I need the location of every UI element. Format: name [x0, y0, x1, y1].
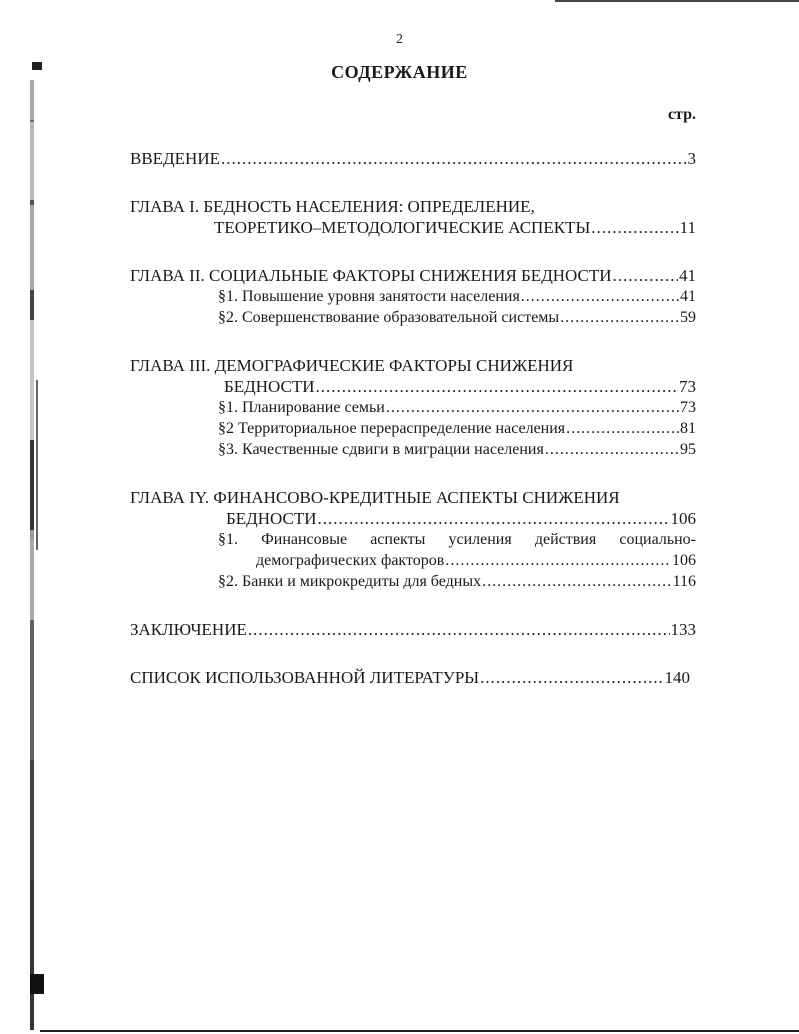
toc-section-3-1: §1. Планирование семьи ..... 73 [130, 397, 696, 418]
toc-chapter-2: ГЛАВА II. СОЦИАЛЬНЫЕ ФАКТОРЫ СНИЖЕНИЯ БЕДНОСТИ ..... 41 [130, 265, 696, 286]
table-of-contents [130, 148, 696, 688]
leader-dots [521, 286, 679, 307]
toc-entry-references: СПИСОК ИСПОЛЬЗОВАННОЙ ЛИТЕРАТУРЫ ..... 140 [130, 667, 690, 688]
leader-dots [316, 376, 678, 397]
toc-entry-title: ВВЕДЕНИЕ [130, 149, 220, 168]
leader-dots [482, 571, 672, 592]
scan-artifact-corner [30, 974, 44, 994]
leader-dots [221, 148, 687, 169]
scan-artifact-left-edge [30, 60, 34, 1030]
scan-artifact-top [555, 0, 799, 2]
toc-chapter-3-line2: БЕДНОСТИ ..... 73 [130, 376, 696, 397]
toc-section-2-2: §2. Совершенствование образовательной системы ..... 59 [130, 307, 696, 328]
toc-chapter-4-line1: ГЛАВА IY. ФИНАНСОВО-КРЕДИТНЫЕ АСПЕКТЫ СНИЖЕНИЯ [130, 488, 620, 507]
toc-chapter-3-line1: ГЛАВА III. ДЕМОГРАФИЧЕСКИЕ ФАКТОРЫ СНИЖЕНИЯ [130, 356, 574, 375]
toc-chapter-1-line1: ГЛАВА I. БЕДНОСТЬ НАСЕЛЕНИЯ: ОПРЕДЕЛЕНИЕ, [130, 197, 535, 216]
scan-artifact-left-edge-2 [36, 380, 38, 550]
page-number: 2 [396, 32, 403, 47]
leader-dots [318, 508, 670, 529]
leader-dots [560, 307, 679, 328]
leader-dots [591, 217, 678, 238]
leader-dots [386, 397, 679, 418]
toc-section-4-1-line2: демографических факторов ..... 106 [130, 550, 696, 571]
leader-dots [248, 619, 670, 640]
toc-section-2-1: §1. Повышение уровня занятости населения ..... 41 [130, 286, 696, 307]
leader-dots [566, 418, 679, 439]
toc-entry-intro [130, 148, 696, 169]
toc-chapter-4-line2: БЕДНОСТИ ..... 106 [130, 508, 696, 529]
scan-artifact-bottom [40, 1030, 799, 1032]
page-column-label: стр. [667, 106, 696, 123]
leader-dots [545, 439, 679, 460]
leader-dots [445, 550, 671, 571]
toc-section-4-1-line1: §1. Финансовые аспекты усиления действия социально- [218, 531, 696, 548]
leader-dots [613, 265, 678, 286]
toc-chapter-1-line2: ТЕОРЕТИКО–МЕТОДОЛОГИЧЕСКИЕ АСПЕКТЫ ..... 11 [130, 217, 696, 238]
toc-section-3-3: §3. Качественные сдвиги в миграции населения ..... 95 [130, 439, 696, 460]
toc-section-4-2: §2. Банки и микрокредиты для бедных ..... 116 [130, 571, 696, 592]
toc-entry-conclusion: ЗАКЛЮЧЕНИЕ ..... 133 [130, 619, 696, 640]
leader-dots [480, 667, 663, 688]
toc-entry-page: 3 [687, 149, 696, 168]
page-title: СОДЕРЖАНИЕ [331, 62, 468, 82]
toc-section-3-2: §2 Территориальное перераспределение населения ..... 81 [130, 418, 696, 439]
